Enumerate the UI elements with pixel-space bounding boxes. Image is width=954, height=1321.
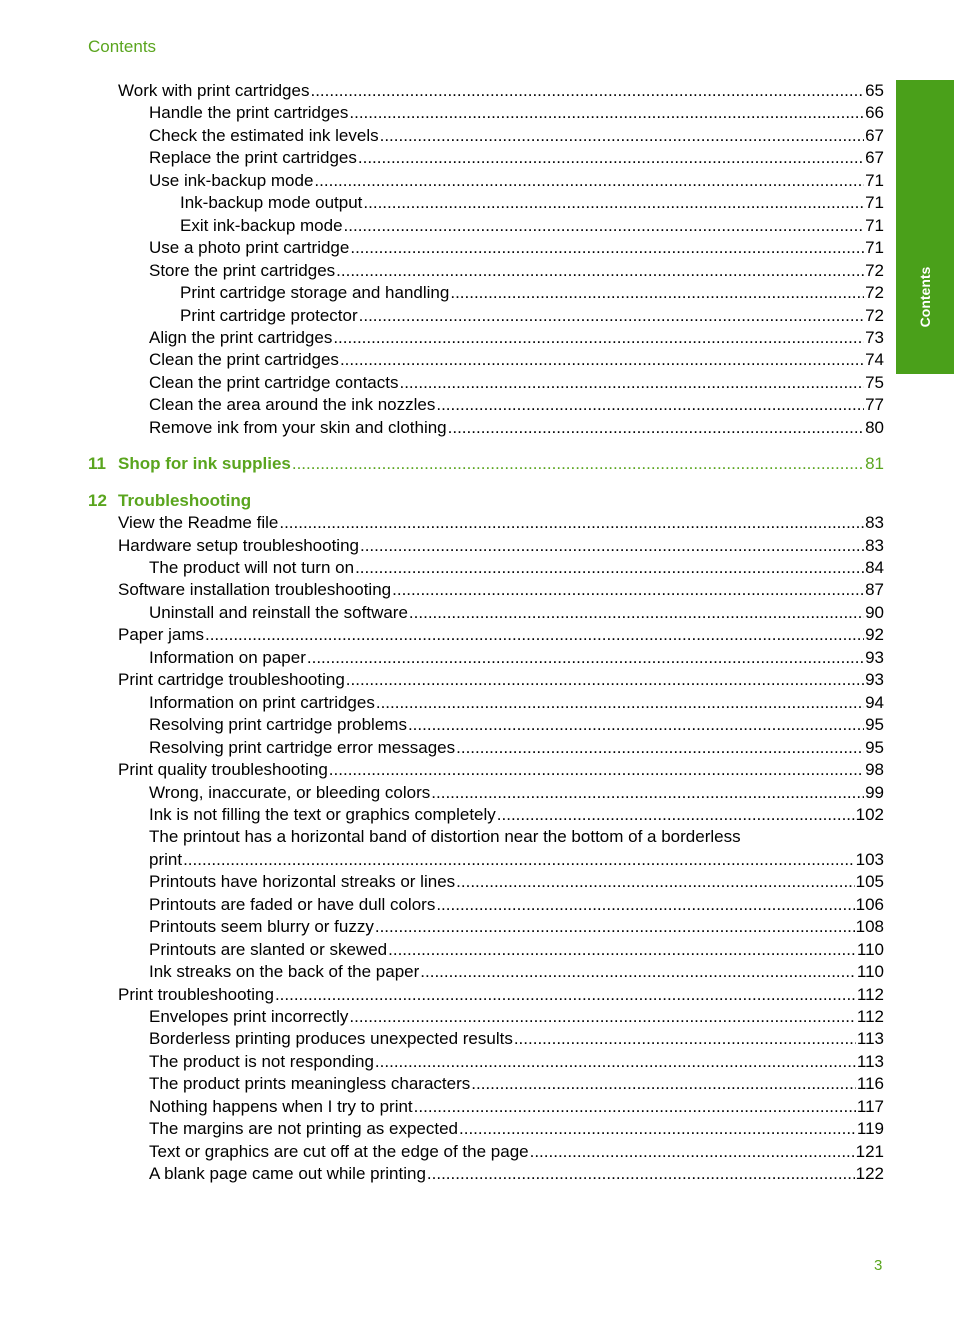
toc-entry-label (149, 327, 332, 349)
toc-entry-text: Store the print cartridges (149, 260, 336, 280)
toc-entry[interactable] (149, 916, 884, 938)
toc-entry-text: Resolving print cartridge error messages (149, 737, 456, 757)
toc-entry-text: Replace the print cartridges (149, 148, 357, 168)
toc-entry[interactable] (149, 1051, 884, 1073)
toc-entry-label (149, 602, 408, 624)
toc-chapter-entry[interactable] (88, 490, 884, 512)
toc-entry-label (149, 557, 354, 579)
toc-entry-text: Printouts seem blurry or fuzzy (149, 917, 374, 937)
toc-page-number: 113 (856, 1051, 884, 1071)
dot-leader (471, 1073, 856, 1095)
side-tab-label: Contents (917, 266, 933, 328)
toc-entry-label (149, 394, 435, 416)
toc-entry-text: The product is not responding (149, 1051, 374, 1071)
toc-page-number: 67 (865, 148, 884, 168)
dot-leader (359, 305, 864, 327)
toc-page-number: 87 (865, 580, 884, 600)
dot-leader (358, 147, 864, 169)
toc-page-number: 77 (865, 395, 884, 415)
toc-page-number: 90 (865, 602, 884, 622)
toc-entry-text: Envelopes print incorrectly (149, 1007, 349, 1026)
toc-entry-text: Use ink-backup mode (149, 170, 314, 190)
toc-entry-label (118, 669, 345, 691)
toc-entry-label (149, 961, 419, 983)
toc-entry-label (149, 147, 357, 169)
toc-page-number: 83 (865, 535, 884, 555)
dot-leader (336, 260, 864, 282)
toc-entry[interactable] (149, 1006, 884, 1028)
dot-leader (292, 453, 864, 475)
toc-entry[interactable] (118, 535, 884, 557)
toc-entry-label (180, 215, 343, 237)
toc-entry-text: Printouts are slanted or skewed (149, 939, 388, 959)
toc-entry-label (149, 417, 447, 439)
toc-entry[interactable] (118, 80, 884, 102)
toc-entry-text: Print quality troubleshooting (118, 760, 328, 780)
toc-entry-label (149, 1051, 374, 1073)
toc-entry-text: Ink-backup mode output (180, 193, 363, 213)
toc-entry[interactable] (180, 282, 884, 304)
dot-leader (275, 984, 856, 1006)
section-side-tab (896, 80, 954, 374)
toc-entry-text: Printouts are faded or have dull colors (149, 894, 436, 914)
toc-entry-label (149, 1028, 513, 1050)
dot-leader (329, 759, 864, 781)
toc-entry[interactable] (149, 349, 884, 371)
toc-entry-text: Handle the print cartridges (149, 103, 349, 123)
toc-entry[interactable] (118, 984, 884, 1006)
toc-entry[interactable] (149, 1096, 884, 1118)
toc-entry[interactable] (180, 192, 884, 214)
toc-page-number: 66 (865, 103, 884, 123)
dot-leader (310, 80, 864, 102)
dot-leader (420, 961, 856, 983)
toc-entry-label (149, 102, 348, 124)
toc-page-number: 75 (865, 372, 884, 392)
toc-entry-label (118, 984, 274, 1006)
toc-page-number: 110 (856, 939, 884, 959)
toc-entry-label (180, 282, 449, 304)
dot-leader (380, 125, 864, 147)
toc-entry[interactable] (149, 826, 884, 848)
toc-entry-label (149, 826, 741, 848)
toc-entry-label (149, 349, 339, 371)
toc-entry-text: Print cartridge storage and handling (180, 283, 450, 303)
toc-page-number: 112 (856, 1007, 884, 1026)
dot-leader (450, 282, 864, 304)
toc-entry[interactable] (149, 602, 884, 624)
toc-entry-text: Ink is not filling the text or graphics completely (149, 804, 496, 824)
toc-entry[interactable] (149, 1073, 884, 1095)
toc-entry-label (149, 237, 349, 259)
toc-entry-label (149, 894, 435, 916)
toc-page-number: 81 (865, 454, 884, 474)
toc-page-number: 84 (865, 558, 884, 577)
toc-entry[interactable] (149, 125, 884, 147)
toc-entry-text: Troubleshooting (118, 490, 252, 510)
toc-entry-label (149, 939, 387, 961)
dot-leader (307, 647, 864, 669)
toc-entry-label (149, 737, 455, 759)
toc-entry-label (88, 490, 251, 512)
dot-leader (427, 1163, 855, 1185)
toc-page-number: 80 (865, 417, 884, 437)
toc-entry[interactable] (149, 394, 884, 416)
dot-leader (183, 849, 855, 871)
toc-entry[interactable] (149, 692, 884, 714)
toc-entry[interactable] (149, 102, 884, 124)
toc-entry[interactable] (149, 737, 884, 759)
toc-entry-label (118, 80, 309, 102)
toc-entry-label (149, 714, 407, 736)
toc-entry[interactable] (149, 1163, 884, 1185)
toc-entry-text: The product prints meaningless characters (149, 1074, 471, 1094)
toc-entry[interactable] (149, 1028, 884, 1050)
toc-page-number: 72 (865, 260, 884, 280)
toc-entry-label (149, 170, 313, 192)
dot-leader (392, 579, 864, 601)
dot-leader (346, 669, 864, 691)
toc-entry[interactable] (118, 512, 884, 534)
dot-leader (279, 512, 864, 534)
toc-entry-label (149, 1141, 529, 1163)
chapter-number: 12 (88, 490, 107, 510)
toc-entry[interactable] (149, 1118, 884, 1140)
toc-entry-label (180, 305, 358, 327)
toc-page-number: 102 (855, 804, 884, 824)
toc-page-number: 119 (856, 1119, 884, 1139)
toc-entry[interactable] (180, 305, 884, 327)
toc-page-number: 122 (855, 1164, 884, 1184)
toc-page-number: 71 (865, 193, 884, 213)
toc-entry-text: Clean the print cartridge contacts (149, 372, 399, 392)
toc-entry-text: Hardware setup troubleshooting (118, 535, 359, 555)
toc-entry-text: Print cartridge protector (180, 305, 358, 325)
toc-entry[interactable] (149, 260, 884, 282)
toc-entry-label (118, 579, 391, 601)
toc-entry[interactable] (149, 372, 884, 394)
page-number: 3 (874, 1257, 883, 1274)
toc-page-number: 121 (855, 1141, 884, 1161)
toc-entry[interactable] (149, 237, 884, 259)
dot-leader (375, 1051, 856, 1073)
toc-entry-text: Clean the area around the ink nozzles (149, 395, 436, 415)
toc-entry-label (149, 125, 379, 147)
toc-entry-label (118, 512, 278, 534)
toc-page-number: 93 (865, 670, 884, 690)
toc-page-number: 72 (865, 305, 884, 325)
toc-page-number: 106 (855, 894, 884, 914)
toc-entry-label (149, 804, 496, 826)
dot-leader (205, 624, 864, 646)
toc-page-number: 95 (865, 737, 884, 757)
toc-entry-label (180, 192, 362, 214)
dot-leader (376, 692, 864, 714)
toc-entry-text: Resolving print cartridge problems (149, 715, 407, 735)
toc-entry[interactable] (149, 714, 884, 736)
dot-leader (497, 804, 855, 826)
dot-leader (436, 894, 854, 916)
dot-leader (363, 192, 864, 214)
toc-page-number: 105 (855, 872, 884, 892)
toc-page-number: 108 (855, 917, 884, 937)
toc-entry-label (149, 692, 375, 714)
toc-entry-text: Uninstall and reinstall the software (149, 602, 408, 622)
dot-leader (414, 1096, 856, 1118)
toc-entry-label (149, 1163, 426, 1185)
toc-page-number: 72 (865, 283, 884, 303)
toc-entry-text: A blank page came out while printing (149, 1164, 426, 1184)
toc-entry-label (149, 1096, 413, 1118)
toc-page-number: 95 (865, 715, 884, 735)
toc-entry-text: Printouts have horizontal streaks or lines (149, 872, 456, 892)
toc-entry[interactable] (149, 894, 884, 916)
toc-entry-text: Print cartridge troubleshooting (118, 670, 345, 690)
toc-entry[interactable] (149, 804, 884, 826)
toc-entry-label (149, 916, 374, 938)
toc-page-number: 74 (865, 350, 884, 370)
dot-leader (349, 102, 864, 124)
toc-page-number: 116 (856, 1074, 884, 1094)
toc-page-number: 73 (865, 327, 884, 347)
toc-entry[interactable] (149, 170, 884, 192)
toc-entry-label (118, 759, 328, 781)
dot-leader (360, 535, 864, 557)
page-header-title: Contents (88, 37, 157, 56)
dot-leader (448, 417, 864, 439)
toc-entry-label (149, 1073, 470, 1095)
dot-leader (399, 372, 864, 394)
toc-entry-text: Information on print cartridges (149, 692, 375, 712)
toc-entry-text: Clean the print cartridges (149, 350, 339, 370)
toc-page-number: 92 (865, 625, 884, 645)
toc-entry-text: The margins are not printing as expected (149, 1119, 459, 1139)
toc-entry-text: Borderless printing produces unexpected results (149, 1029, 513, 1049)
toc-page-number: 65 (865, 81, 884, 100)
dot-leader (340, 349, 864, 371)
dot-leader (350, 237, 864, 259)
toc-entry-text: Exit ink-backup mode (180, 215, 343, 235)
toc-entry[interactable] (149, 939, 884, 961)
toc-entry-text: Remove ink from your skin and clothing (149, 417, 447, 437)
toc-entry-text: Text or graphics are cut off at the edge of the page (149, 1141, 529, 1161)
toc-entry[interactable] (118, 759, 884, 781)
toc-entry-text: Software installation troubleshooting (118, 580, 392, 600)
toc-page-number: 110 (856, 962, 884, 982)
toc-entry[interactable] (118, 624, 884, 646)
dot-leader (408, 714, 864, 736)
dot-leader (333, 327, 864, 349)
toc-entry[interactable] (149, 1141, 884, 1163)
toc-page-number: 103 (855, 849, 884, 869)
toc-page-number: 112 (856, 984, 884, 1004)
toc-entry-text: The printout has a horizontal band of distortion near the bottom of a borderless (149, 827, 741, 847)
toc-entry-text: View the Readme file (118, 513, 279, 533)
toc-entry[interactable] (149, 327, 884, 349)
toc-entry[interactable] (180, 215, 884, 237)
dot-leader (456, 737, 864, 759)
toc-entry-label (118, 624, 204, 646)
dot-leader (530, 1141, 855, 1163)
toc-entry[interactable] (149, 417, 884, 439)
toc-entry[interactable] (149, 782, 884, 804)
dot-leader (355, 557, 864, 579)
dot-leader (409, 602, 864, 624)
toc-entry[interactable] (149, 871, 884, 893)
toc-entry-text: Nothing happens when I try to print (149, 1096, 413, 1116)
dot-leader (456, 871, 854, 893)
toc-chapter-entry[interactable] (88, 453, 884, 475)
toc-entry-text: Work with print cartridges (118, 81, 310, 100)
dot-leader (431, 782, 864, 804)
toc-entry-label (149, 782, 430, 804)
toc-entry-text: Shop for ink supplies (118, 454, 291, 474)
toc-entry-continuation[interactable] (149, 849, 884, 871)
toc-page-number: 71 (865, 238, 884, 258)
dot-leader (459, 1118, 856, 1140)
dot-leader (349, 1006, 856, 1028)
toc-page-number: 71 (865, 215, 884, 235)
toc-entry[interactable] (149, 557, 884, 579)
toc-entry-text: Print troubleshooting (118, 984, 274, 1004)
dot-leader (514, 1028, 856, 1050)
toc-entry-text: Ink streaks on the back of the paper (149, 962, 420, 982)
toc-entry-text: Wrong, inaccurate, or bleeding colors (149, 782, 431, 802)
toc-entry[interactable] (149, 647, 884, 669)
toc-entry-label (149, 372, 398, 394)
chapter-number: 11 (88, 454, 106, 474)
toc-page-number: 83 (865, 513, 884, 533)
toc-entry-label (118, 535, 359, 557)
toc-entry-text: print (149, 849, 183, 869)
toc-entry-text: Use a photo print cartridge (149, 238, 350, 258)
toc-page-number: 98 (865, 760, 884, 780)
toc-entry-text: Align the print cartridges (149, 327, 333, 347)
toc-entry-label (149, 871, 455, 893)
toc-entry-label (149, 1006, 348, 1028)
toc-entry-label (149, 647, 306, 669)
toc-page-number: 71 (865, 170, 884, 190)
dot-leader (375, 916, 855, 938)
toc-entry-text: The product will not turn on (149, 558, 355, 577)
toc-page-number: 67 (865, 125, 884, 145)
toc-entry[interactable] (149, 961, 884, 983)
toc-entry[interactable] (149, 147, 884, 169)
dot-leader (344, 215, 865, 237)
toc-entry-label (88, 453, 291, 475)
toc-page-number: 99 (865, 782, 884, 802)
toc-entry-text: Paper jams (118, 625, 204, 645)
toc-page-number: 117 (856, 1096, 884, 1116)
dot-leader (388, 939, 856, 961)
dot-leader (314, 170, 864, 192)
toc-page-number: 94 (865, 692, 884, 712)
toc-entry-label (149, 1118, 458, 1140)
toc-page-number: 113 (856, 1029, 884, 1049)
toc-entry-text: Information on paper (149, 647, 306, 667)
toc-page-number: 93 (865, 647, 884, 667)
toc-entry[interactable] (118, 579, 884, 601)
toc-entry-label (149, 260, 335, 282)
dot-leader (436, 394, 864, 416)
toc-entry[interactable] (118, 669, 884, 691)
toc-entry-text: Check the estimated ink levels (149, 125, 379, 145)
